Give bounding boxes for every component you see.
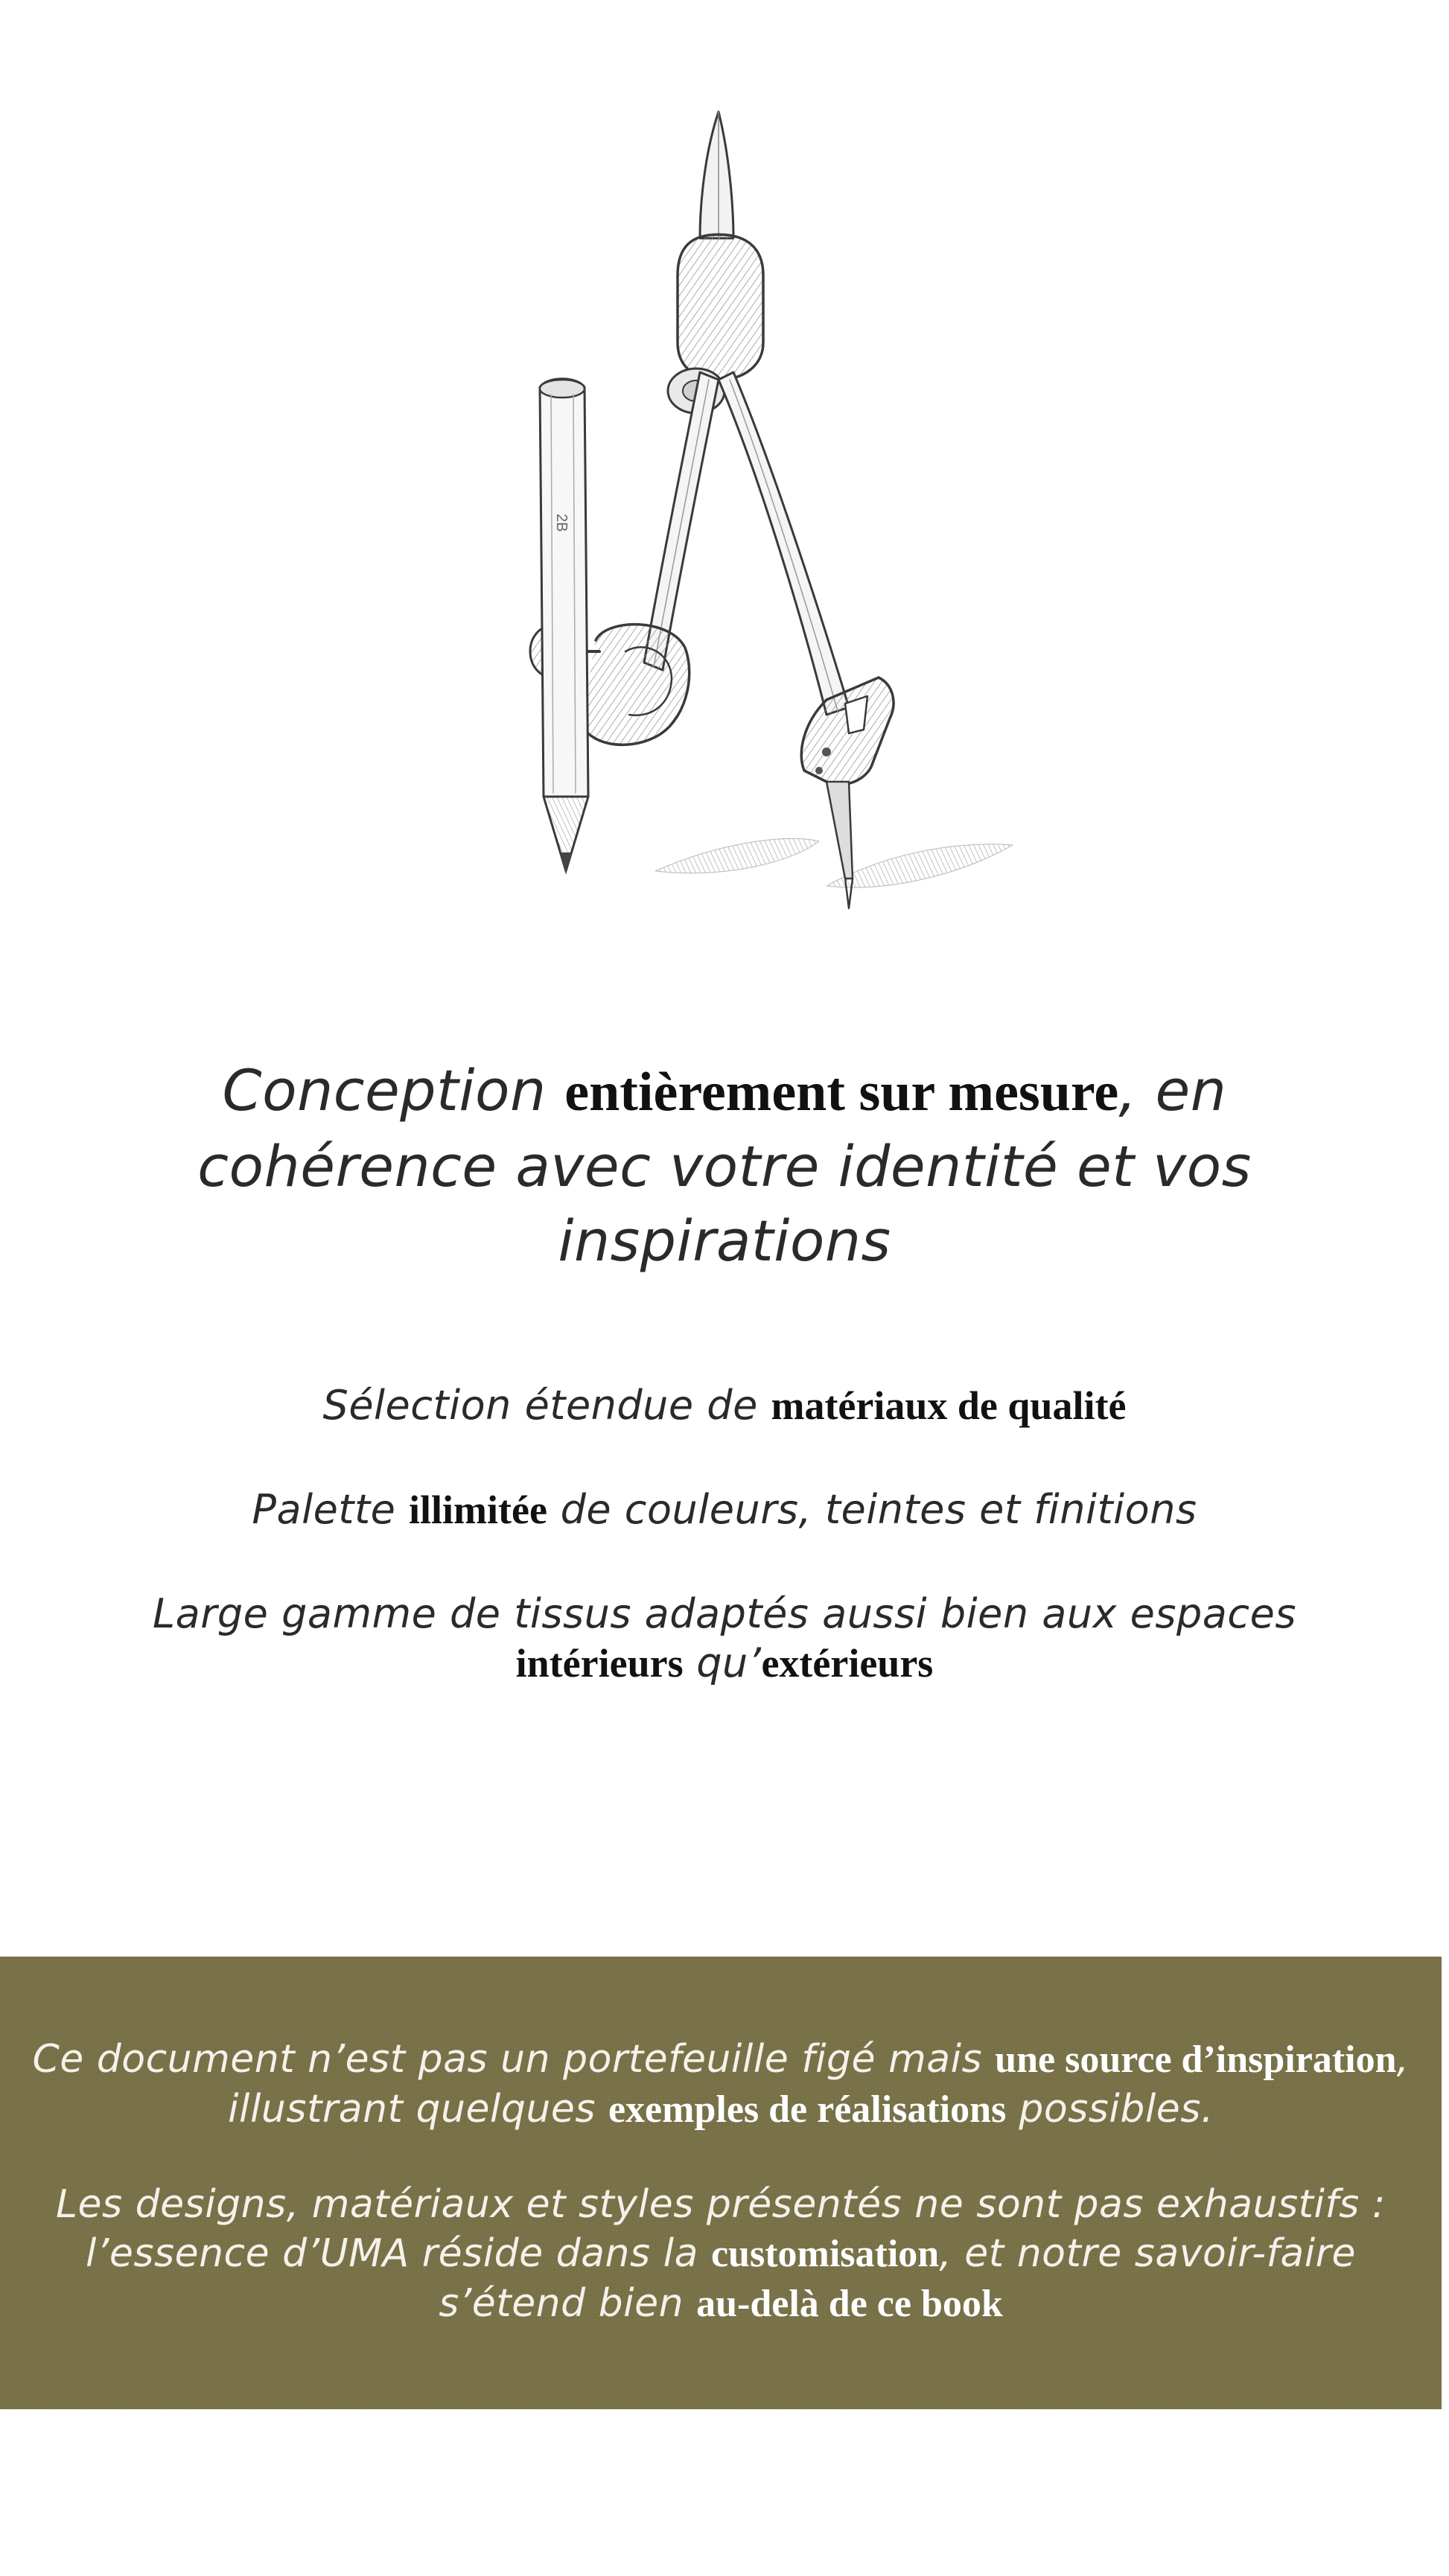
band-paragraph-customisation: Les designs, matériaux et styles présentés ne sont pas exhaustifs : l’essence d’UMA réside dans la customisation, et notre savoir-faire s’étend bien au-delà de ce book [56, 2182, 1386, 2326]
svg-text:2B: 2B [553, 514, 570, 532]
drafting-compass-sketch-icon [477, 97, 1042, 953]
headline: Conception entièrement sur mesure, en cohérence avec votre identité et vos inspirations [197, 1057, 1252, 1274]
feature-colors: Palette illimitée de couleurs, teintes et finitions [252, 1486, 1197, 1533]
feature-fabrics: Large gamme de tissus adaptés aussi bien aux espaces intérieurs qu’extérieurs [153, 1590, 1296, 1686]
band-paragraph-inspiration: Ce document n’est pas un portefeuille figé mais une source d’inspiration, illustrant quelques exemples de réalisations possibles. [32, 2037, 1410, 2132]
feature-materials: Sélection étendue de matériaux de qualité [322, 1382, 1127, 1429]
info-band [0, 1957, 1442, 2409]
